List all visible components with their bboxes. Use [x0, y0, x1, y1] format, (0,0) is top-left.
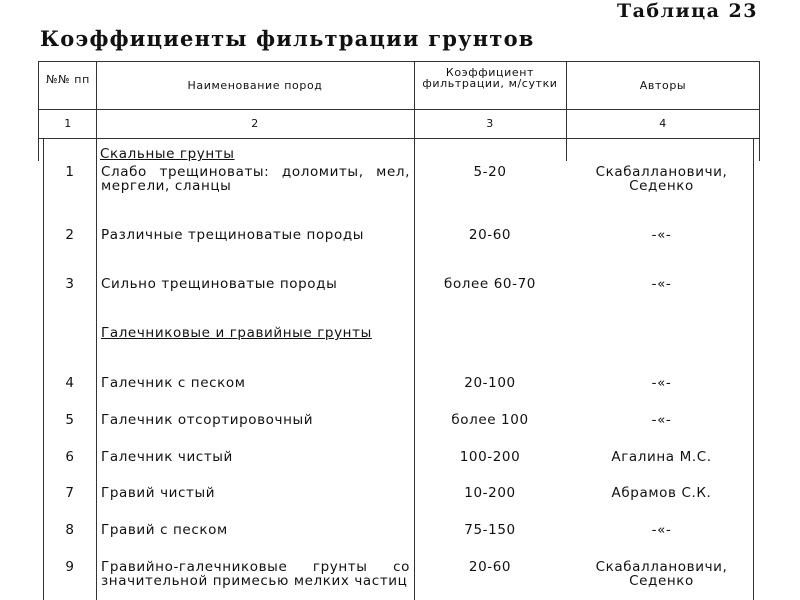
row-5-num: 5	[65, 412, 75, 428]
column-numbers-bottom-border	[38, 138, 760, 139]
colnum-4: 4	[659, 117, 667, 130]
row-4-name: Галечник с песком	[101, 375, 246, 391]
row-3-name: Сильно трещиноватые породы	[101, 276, 338, 292]
section-title-rocky: Скальные грунты	[100, 146, 235, 162]
row-5-coef: более 100	[451, 412, 529, 428]
row-1-name: Слабо трещиноваты: доломиты, мел, мергели, сланцы	[101, 164, 410, 194]
table-right-border-body	[753, 138, 754, 600]
row-8-authors: -«-	[651, 522, 672, 538]
row-9-authors: Скабаллановичи, Седенко	[595, 559, 728, 589]
row-1-coef: 5-20	[473, 164, 507, 180]
section-title-gravel: Галечниковые и гравийные грунты	[101, 325, 372, 341]
row-4-authors: -«-	[651, 375, 672, 391]
row-7-name: Гравий чистый	[101, 485, 216, 501]
row-2-num: 2	[65, 227, 75, 243]
row-8-coef: 75-150	[464, 522, 516, 538]
table-title: Коэффициенты фильтрации грунтов	[40, 26, 535, 51]
header-name: Наименование пород	[187, 79, 323, 92]
row-4-coef: 20-100	[464, 375, 516, 391]
table-right-border-top	[759, 61, 760, 161]
header-num: №№ пп	[46, 73, 90, 86]
row-3-coef: более 60-70	[444, 276, 536, 292]
row-5-name: Галечник отсортировочный	[101, 412, 314, 428]
table-left-border-top	[38, 61, 39, 161]
row-9-coef: 20-60	[468, 559, 512, 575]
row-9-name: Гравийно-галечниковые грунты со значительной примесью мелких частиц	[101, 559, 410, 589]
colnum-3: 3	[486, 117, 494, 130]
col-sep-3	[566, 61, 567, 161]
row-6-authors: Агалина М.С.	[611, 449, 712, 465]
row-7-authors: Абрамов С.К.	[611, 485, 712, 501]
row-3-num: 3	[65, 276, 75, 292]
row-2-authors: -«-	[651, 227, 672, 243]
table-number-label: Таблица 23	[616, 0, 758, 22]
header-bottom-border	[38, 109, 760, 110]
row-8-name: Гравий с песком	[101, 522, 228, 538]
row-1-authors: Скабаллановичи, Седенко	[595, 164, 728, 194]
row-6-name: Галечник чистый	[101, 449, 233, 465]
colnum-2: 2	[251, 117, 259, 130]
row-7-num: 7	[65, 485, 75, 501]
header-coef: Коэффициент фильтрации, м/сутки	[422, 66, 558, 90]
colnum-1: 1	[64, 117, 72, 130]
table-top-border	[38, 61, 760, 62]
row-2-coef: 20-60	[468, 227, 512, 243]
row-5-authors: -«-	[651, 412, 672, 428]
row-4-num: 4	[65, 375, 75, 391]
header-authors: Авторы	[639, 79, 687, 92]
row-7-coef: 10-200	[464, 485, 516, 501]
col-sep-1	[96, 61, 97, 600]
row-8-num: 8	[65, 522, 75, 538]
row-3-authors: -«-	[651, 276, 672, 292]
col-sep-2	[414, 61, 415, 600]
row-6-coef: 100-200	[459, 449, 521, 465]
row-2-name: Различные трещиноватые породы	[101, 227, 365, 243]
row-6-num: 6	[65, 449, 75, 465]
row-9-num: 9	[65, 559, 75, 575]
row-1-num: 1	[65, 164, 75, 180]
